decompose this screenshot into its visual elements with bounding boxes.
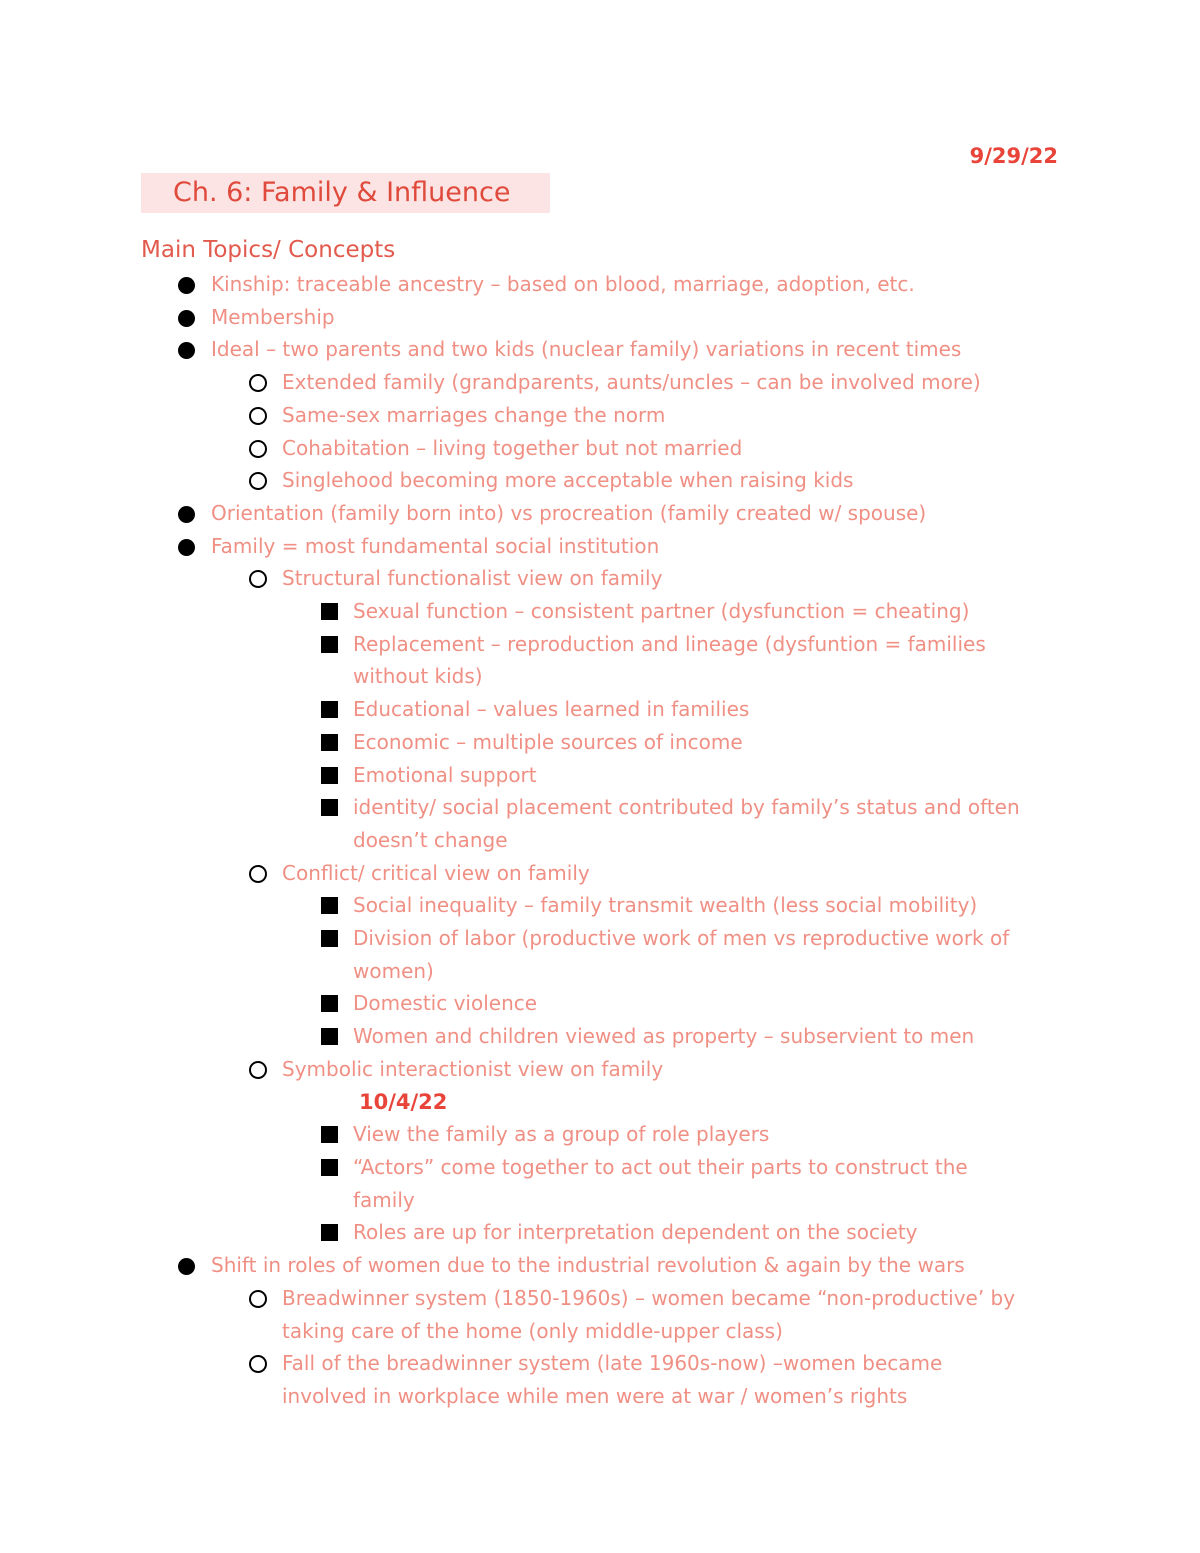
outline-item-text: Economic – multiple sources of income [353,729,743,754]
outline-item-text: Fall of the breadwinner system (late 1960s-now) –women became [282,1351,943,1376]
outline-item [0,530,1200,563]
hollow-circle-bullet-icon [249,865,267,883]
square-bullet-icon [321,930,338,947]
outline-item-text: Orientation (family born into) vs procreation (family created w/ spouse) [211,500,927,525]
outline-item [0,628,1200,661]
outline-item [0,1118,1200,1151]
outline-item [0,791,1200,824]
square-bullet-icon [321,701,338,718]
outline-item-continuation [0,1315,1200,1348]
outline-item [0,432,1200,465]
hollow-circle-bullet-icon [249,407,267,425]
outline-item [0,333,1200,366]
outline-item-text: without kids) [353,664,483,689]
outline-item-text: Roles are up for interpretation dependent on the society [353,1220,918,1245]
page-title: Ch. 6: Family & Influence [173,177,511,208]
outline-item-continuation [0,660,1200,693]
outline-item-text: Family = most fundamental social institution [211,533,660,558]
outline-item-text: taking care of the home (only middle-upper class) [282,1318,783,1343]
square-bullet-icon [321,636,338,653]
square-bullet-icon [321,897,338,914]
square-bullet-icon [321,767,338,784]
filled-circle-bullet-icon [178,1258,195,1275]
outline-item [0,366,1200,399]
outline-item-text: Conflict/ critical view on family [282,860,590,885]
outline-item-text: Replacement – reproduction and lineage (dysfuntion = families [353,631,986,656]
outline-item [0,759,1200,792]
hollow-circle-bullet-icon [249,570,267,588]
outline-item-text: Educational – values learned in families [353,697,750,722]
outline-item-text: Breadwinner system (1850-1960s) – women became “non-productive’ by [282,1285,1016,1310]
filled-circle-bullet-icon [178,539,195,556]
outline-item-text: Sexual function – consistent partner (dysfunction = cheating) [353,599,970,624]
outline-item-text: Shift in roles of women due to the industrial revolution & again by the wars [211,1253,965,1278]
outline-item [0,987,1200,1020]
outline-item [0,1282,1200,1315]
square-bullet-icon [321,734,338,751]
outline-item-text: women) [353,958,434,983]
outline-item [0,399,1200,432]
hollow-circle-bullet-icon [249,1355,267,1373]
outline-item-text: Membership [211,304,335,329]
square-bullet-icon [321,1028,338,1045]
hollow-circle-bullet-icon [249,1290,267,1308]
outline-item-text: Same-sex marriages change the norm [282,402,666,427]
square-bullet-icon [321,799,338,816]
outline-item [0,497,1200,530]
outline-item-continuation [0,824,1200,857]
outline-item [0,1249,1200,1282]
outline-item-text: Ideal – two parents and two kids (nuclear family) variations in recent times [211,337,962,362]
outline-item-text: Women and children viewed as property – subservient to men [353,1024,975,1049]
outline-item-text: Cohabitation – living together but not married [282,435,743,460]
hollow-circle-bullet-icon [249,472,267,490]
filled-circle-bullet-icon [178,310,195,327]
outline-item-text: Structural functionalist view on family [282,566,663,591]
outline-item [0,301,1200,334]
outline-item-text: View the family as a group of role players [353,1122,770,1147]
outline-item [0,726,1200,759]
outline-item-text: Domestic violence [353,991,538,1016]
outline-item [0,1053,1200,1086]
outline-item-text: Kinship: traceable ancestry – based on blood, marriage, adoption, etc. [211,272,915,296]
outline-item [0,595,1200,628]
square-bullet-icon [321,1224,338,1241]
hollow-circle-bullet-icon [249,1061,267,1079]
outline-item-text: family [353,1187,415,1212]
outline-item [0,562,1200,595]
outline-item-text: Emotional support [353,762,537,787]
outline-item-text: doesn’t change [353,827,508,852]
outline-item-text: involved in workplace while men were at war / women’s rights [282,1383,908,1408]
square-bullet-icon [321,603,338,620]
title-highlight [141,173,550,213]
outline-item-text: Extended family (grandparents, aunts/uncles – can be involved more) [282,370,981,395]
outline-item-text: “Actors” come together to act out their parts to construct the [353,1154,968,1179]
hollow-circle-bullet-icon [249,440,267,458]
square-bullet-icon [321,995,338,1012]
outline-item [0,268,1200,301]
outline-item-continuation [0,1184,1200,1217]
outline-item-text: Symbolic interactionist view on family [282,1056,664,1081]
outline-item [0,1216,1200,1249]
outline-item-text: Singlehood becoming more acceptable when raising kids [282,468,854,493]
outline-item [0,922,1200,955]
outline-item-text: identity/ social placement contributed by family’s status and often [353,795,1020,820]
outline-item-text: Social inequality – family transmit wealth (less social mobility) [353,893,978,918]
filled-circle-bullet-icon [178,506,195,523]
outline-list [0,268,1200,1413]
section-heading: Main Topics/ Concepts [141,237,396,263]
outline-item [0,1151,1200,1184]
date-header: 9/29/22 [969,144,1058,168]
hollow-circle-bullet-icon [249,374,267,392]
square-bullet-icon [321,1126,338,1143]
outline-item [0,889,1200,922]
outline-item [0,1020,1200,1053]
outline-item [0,1347,1200,1380]
outline-item [0,693,1200,726]
filled-circle-bullet-icon [178,277,195,294]
outline-item [0,464,1200,497]
outline-item-continuation [0,955,1200,988]
outline-item-text: Division of labor (productive work of men vs reproductive work of [353,926,1010,951]
outline-item [0,857,1200,890]
filled-circle-bullet-icon [178,342,195,359]
outline-item-continuation [0,1380,1200,1413]
date-inline: 10/4/22 [359,1089,448,1114]
square-bullet-icon [321,1159,338,1176]
